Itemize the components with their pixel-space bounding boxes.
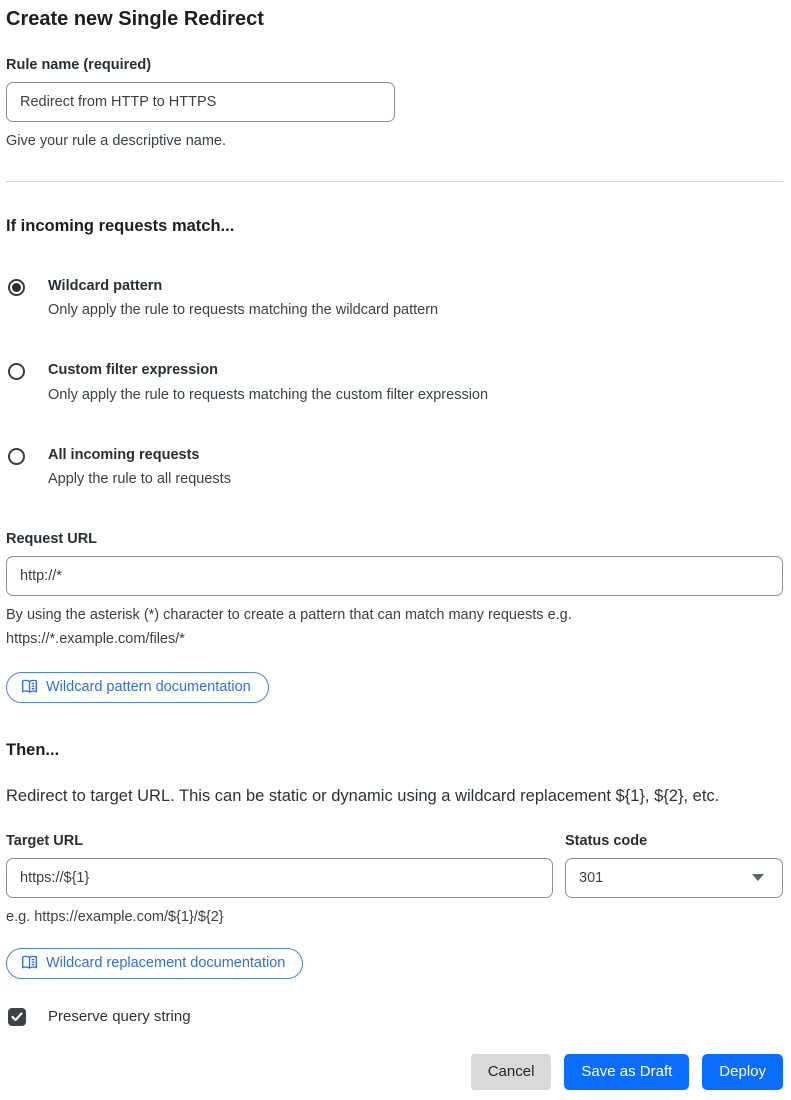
radio-option-wildcard-pattern[interactable] [6, 278, 783, 318]
radio-option-all-requests[interactable] [6, 447, 783, 487]
radio-description: Only apply the rule to requests matching the custom filter expression [48, 386, 489, 403]
preserve-query-label: Preserve query string [48, 1008, 191, 1026]
radio-label: Custom filter expression [48, 362, 219, 379]
radio-unselected-icon[interactable] [8, 363, 25, 380]
radio-description: Only apply the rule to requests matching the wildcard pattern [48, 302, 439, 319]
request-url-label: Request URL [6, 531, 98, 548]
status-code-value: 301 [579, 869, 604, 886]
chevron-down-icon [752, 874, 764, 881]
book-icon [21, 679, 38, 694]
preserve-query-row[interactable] [6, 1008, 783, 1026]
radio-description: Apply the rule to all requests [48, 471, 231, 488]
checkbox-checked-icon[interactable] [8, 1008, 26, 1026]
request-url-input[interactable] [6, 556, 783, 596]
cancel-button[interactable]: Cancel [471, 1054, 552, 1090]
match-section-heading: If incoming requests match... [6, 216, 235, 235]
save-as-draft-button[interactable]: Save as Draft [564, 1054, 689, 1090]
rule-name-section [6, 57, 783, 154]
then-section-heading: Then... [6, 740, 60, 759]
doc-button-label: Wildcard pattern documentation [46, 678, 251, 695]
page-title: Create new Single Redirect [6, 8, 264, 30]
book-icon [21, 955, 38, 970]
target-url-help: e.g. https://example.com/${1}/${2} [6, 908, 224, 925]
status-code-label: Status code [565, 832, 648, 849]
status-code-select[interactable] [565, 858, 783, 898]
rule-name-help: Give your rule a descriptive name. [6, 133, 227, 149]
radio-option-custom-filter[interactable] [6, 362, 783, 402]
section-divider [6, 181, 783, 182]
rule-name-input[interactable] [6, 82, 395, 122]
radio-unselected-icon[interactable] [8, 448, 25, 465]
request-url-help: By using the asterisk (*) character to create a pattern that can match many requests e.g. https://*.example.com/files/* [6, 607, 572, 648]
then-description: Redirect to target URL. This can be static or dynamic using a wildcard replacement ${1}, ${2}, etc. [6, 786, 720, 805]
rule-name-label: Rule name (required) [6, 57, 152, 73]
deploy-button[interactable]: Deploy [702, 1054, 783, 1090]
doc-button-label: Wildcard replacement documentation [46, 954, 286, 971]
status-code-section [565, 833, 783, 898]
target-url-label: Target URL [6, 832, 84, 849]
radio-label: Wildcard pattern [48, 277, 163, 294]
target-row [6, 833, 783, 898]
wildcard-pattern-doc-button[interactable] [6, 672, 269, 703]
radio-label: All incoming requests [48, 446, 200, 463]
match-type-radio-group [6, 278, 783, 487]
wildcard-replacement-doc-button[interactable] [6, 948, 303, 979]
form-actions [6, 1054, 783, 1090]
target-url-input[interactable] [6, 858, 553, 898]
radio-selected-icon[interactable] [8, 279, 25, 296]
target-url-section [6, 833, 553, 898]
request-url-section [6, 531, 783, 703]
